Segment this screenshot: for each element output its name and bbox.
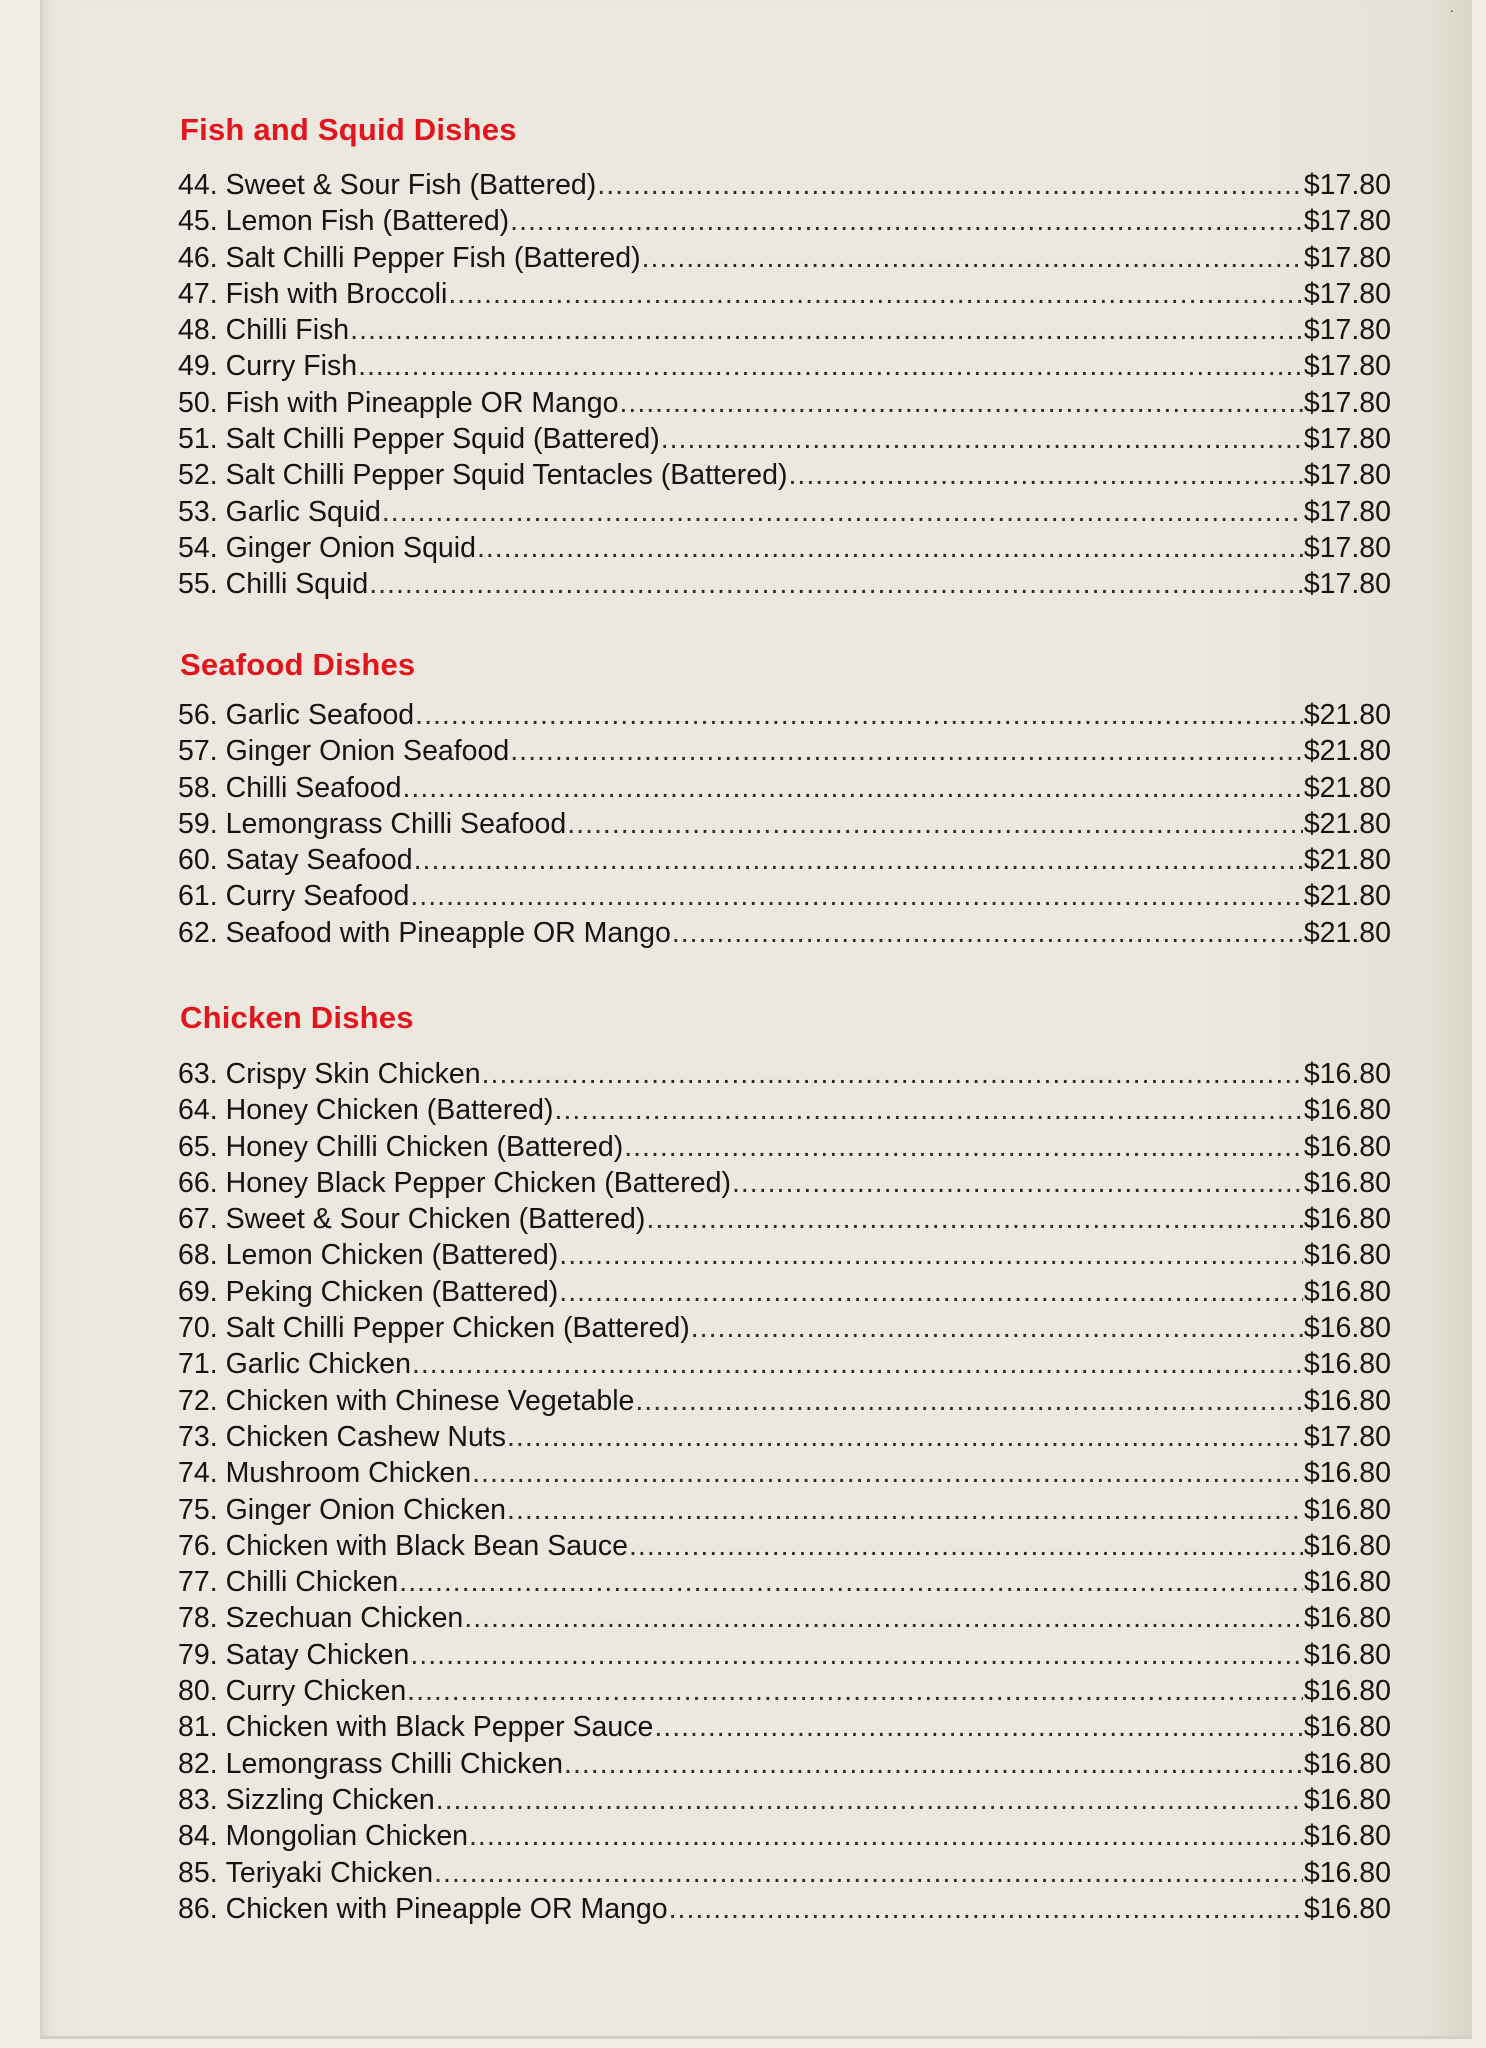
item-name: Lemongrass Chilli Chicken [225,1747,564,1780]
menu-list [178,699,1391,953]
menu-item [178,423,1391,459]
menu-item [178,1457,1391,1493]
dot-leader [597,169,1303,202]
item-name: Chilli Fish [225,314,350,347]
menu-item [178,1348,1391,1384]
item-price: $16.80 [1303,1493,1391,1526]
dot-leader [414,844,1303,877]
item-number: 75. [178,1493,218,1526]
section-title: Seafood Dishes [180,647,416,682]
dot-leader [448,278,1302,311]
item-number: 59. [178,807,218,840]
menu-item [178,1312,1391,1348]
item-number: 49. [178,350,218,383]
item-number: 68. [178,1239,218,1272]
item-number: 78. [178,1602,218,1635]
item-name: Chicken with Chinese Vegetable [225,1384,635,1417]
item-name: Ginger Onion Chicken [225,1493,507,1526]
item-price: $21.80 [1303,844,1391,877]
menu-item [178,1167,1391,1203]
item-name: Garlic Chicken [225,1348,411,1381]
item-price: $17.80 [1303,241,1391,274]
item-price: $17.80 [1303,423,1391,456]
item-price: $16.80 [1303,1457,1391,1490]
dot-leader [559,1276,1303,1309]
item-number: 73. [178,1420,218,1453]
item-price: $21.80 [1303,699,1391,731]
dot-leader [382,496,1303,529]
item-number: 57. [178,735,218,768]
item-name: Curry Chicken [225,1675,407,1708]
item-price: $17.80 [1303,568,1391,601]
item-name: Crispy Skin Chicken [225,1058,481,1090]
item-price: $21.80 [1303,771,1391,804]
dot-leader [412,1348,1303,1381]
item-number: 81. [178,1711,218,1744]
item-price: $16.80 [1303,1638,1391,1671]
item-name: Salt Chilli Pepper Squid Tentacles (Battered) [225,459,788,492]
dot-leader [559,1239,1303,1272]
item-price: $16.80 [1303,1094,1391,1127]
dot-leader [672,917,1303,950]
item-price: $16.80 [1303,1566,1391,1599]
item-name: Chilli Seafood [225,771,402,804]
menu-item [178,808,1391,844]
item-name: Lemon Fish (Battered) [225,205,510,238]
item-name: Satay Seafood [225,844,413,877]
dot-leader [469,1820,1303,1853]
item-number: 53. [178,495,218,528]
item-price: $21.80 [1303,807,1391,840]
item-name: Curry Seafood [225,880,410,913]
item-number: 55. [178,568,218,601]
item-number: 74. [178,1457,218,1490]
item-name: Sizzling Chicken [225,1783,435,1816]
menu-item [178,1675,1391,1711]
menu-item [178,314,1391,350]
dot-leader [464,1602,1303,1635]
item-name: Salt Chilli Pepper Fish (Battered) [225,241,641,274]
dot-leader [788,459,1302,492]
menu-item [178,496,1391,532]
item-name: Lemongrass Chilli Seafood [225,807,567,840]
menu-item [178,1602,1391,1638]
item-name: Mushroom Chicken [225,1457,472,1490]
item-number: 61. [178,880,218,913]
menu-item [178,917,1391,953]
item-number: 86. [178,1892,218,1925]
menu-item [178,1566,1391,1602]
item-number: 58. [178,771,218,804]
menu-item [178,1711,1391,1747]
item-number: 62. [178,916,218,949]
item-name: Satay Chicken [225,1638,410,1671]
menu-item [178,1203,1391,1239]
item-name: Teriyaki Chicken [225,1856,434,1889]
item-name: Chicken with Black Bean Sauce [225,1529,629,1562]
menu-item [178,459,1391,495]
item-number: 79. [178,1638,218,1671]
item-name: Ginger Onion Squid [225,531,476,564]
item-number: 67. [178,1203,218,1236]
item-price: $16.80 [1303,1602,1391,1635]
item-number: 47. [178,277,218,310]
item-price: $16.80 [1303,1892,1391,1925]
item-number: 45. [178,205,218,238]
menu-item [178,1276,1391,1312]
dot-leader [669,1893,1303,1926]
item-number: 69. [178,1275,218,1308]
item-price: $16.80 [1303,1529,1391,1562]
menu-item [178,1639,1391,1675]
menu-item [178,1239,1391,1275]
dot-leader [369,568,1303,601]
dot-leader [624,1131,1303,1164]
menu-item [178,532,1391,568]
item-name: Honey Black Pepper Chicken (Battered) [225,1166,731,1199]
item-price: $16.80 [1303,1747,1391,1780]
menu-list [178,1058,1391,1929]
item-name: Curry Fish [225,350,358,383]
menu-list [178,169,1391,605]
dot-leader [635,1385,1302,1418]
item-name: Fish with Broccoli [225,277,448,310]
menu-item [178,1784,1391,1820]
item-name: Chicken with Pineapple OR Mango [225,1892,668,1925]
dot-leader [472,1457,1303,1490]
item-number: 84. [178,1820,218,1853]
item-number: 72. [178,1384,218,1417]
dot-leader [732,1167,1303,1200]
dot-leader [510,205,1303,238]
menu-item [178,169,1391,205]
menu-item [178,568,1391,604]
item-price: $17.80 [1303,459,1391,492]
item-number: 52. [178,459,218,492]
dot-leader [350,314,1303,347]
menu-item [178,1748,1391,1784]
item-price: $21.80 [1303,916,1391,949]
menu-page [40,0,1472,2039]
item-name: Mongolian Chicken [225,1820,469,1853]
dot-leader [399,1566,1303,1599]
item-number: 54. [178,531,218,564]
dot-leader [661,423,1303,456]
item-price: $16.80 [1303,1820,1391,1853]
dot-leader [477,532,1303,565]
item-number: 60. [178,844,218,877]
dot-leader [555,1094,1303,1127]
corner-mark: · [1449,2,1454,18]
dot-leader [507,1421,1303,1454]
item-price: $17.80 [1303,169,1391,201]
item-price: $16.80 [1303,1675,1391,1708]
item-name: Chicken Cashew Nuts [225,1420,506,1453]
menu-item [178,1530,1391,1566]
item-price: $17.80 [1303,314,1391,347]
item-price: $17.80 [1303,277,1391,310]
item-price: $17.80 [1303,1420,1391,1453]
item-price: $16.80 [1303,1058,1391,1090]
menu-item [178,1820,1391,1856]
dot-leader [415,699,1303,732]
menu-item [178,278,1391,314]
item-price: $16.80 [1303,1239,1391,1272]
item-price: $17.80 [1303,386,1391,419]
menu-item [178,242,1391,278]
item-name: Garlic Seafood [225,699,415,731]
item-name: Szechuan Chicken [225,1602,464,1635]
item-number: 85. [178,1856,218,1889]
menu-item [178,880,1391,916]
menu-item [178,699,1391,735]
item-number: 46. [178,241,218,274]
item-name: Honey Chicken (Battered) [225,1094,554,1127]
item-price: $16.80 [1303,1312,1391,1345]
item-price: $16.80 [1303,1203,1391,1236]
item-price: $17.80 [1303,205,1391,238]
item-price: $16.80 [1303,1275,1391,1308]
item-name: Seafood with Pineapple OR Mango [225,916,671,949]
item-number: 64. [178,1094,218,1127]
item-number: 83. [178,1783,218,1816]
item-price: $16.80 [1303,1166,1391,1199]
item-name: Garlic Squid [225,495,381,528]
dot-leader [691,1312,1303,1345]
item-price: $21.80 [1303,735,1391,768]
item-price: $16.80 [1303,1348,1391,1381]
item-number: 48. [178,314,218,347]
menu-item [178,1857,1391,1893]
item-price: $16.80 [1303,1384,1391,1417]
item-number: 82. [178,1747,218,1780]
dot-leader [620,387,1303,420]
menu-item [178,1421,1391,1457]
item-number: 44. [178,169,218,201]
item-number: 80. [178,1675,218,1708]
item-number: 66. [178,1166,218,1199]
menu-item [178,735,1391,771]
dot-leader [434,1857,1303,1890]
dot-leader [358,350,1303,383]
dot-leader [654,1711,1302,1744]
item-name: Lemon Chicken (Battered) [225,1239,559,1272]
item-name: Sweet & Sour Chicken (Battered) [225,1203,646,1236]
menu-item [178,205,1391,241]
item-price: $17.80 [1303,350,1391,383]
dot-leader [646,1203,1302,1236]
item-number: 70. [178,1312,218,1345]
item-name: Salt Chilli Pepper Chicken (Battered) [225,1312,690,1345]
item-number: 71. [178,1348,218,1381]
section-title: Fish and Squid Dishes [180,112,517,147]
item-number: 63. [178,1058,218,1090]
item-number: 50. [178,386,218,419]
item-name: Chilli Squid [225,568,369,601]
dot-leader [410,880,1302,913]
item-price: $16.80 [1303,1856,1391,1889]
dot-leader [507,1494,1303,1527]
dot-leader [567,808,1303,841]
dot-leader [482,1058,1303,1091]
item-number: 65. [178,1130,218,1163]
item-name: Peking Chicken (Battered) [225,1275,559,1308]
item-name: Sweet & Sour Fish (Battered) [225,169,597,201]
menu-item [178,1893,1391,1929]
item-price: $21.80 [1303,880,1391,913]
menu-item [178,772,1391,808]
item-number: 51. [178,423,218,456]
item-price: $16.80 [1303,1783,1391,1816]
item-price: $17.80 [1303,495,1391,528]
item-name: Honey Chilli Chicken (Battered) [225,1130,624,1163]
menu-item [178,1131,1391,1167]
menu-item [178,1385,1391,1421]
dot-leader [410,1639,1302,1672]
dot-leader [402,772,1302,805]
dot-leader [436,1784,1303,1817]
menu-item [178,387,1391,423]
menu-item [178,350,1391,386]
item-number: 77. [178,1566,218,1599]
item-number: 56. [178,699,218,731]
item-name: Ginger Onion Seafood [225,735,510,768]
item-name: Salt Chilli Pepper Squid (Battered) [225,423,660,456]
dot-leader [510,735,1303,768]
item-name: Fish with Pineapple OR Mango [225,386,619,419]
menu-item [178,844,1391,880]
item-name: Chicken with Black Pepper Sauce [225,1711,654,1744]
dot-leader [407,1675,1303,1708]
dot-leader [642,242,1303,275]
menu-item [178,1058,1391,1094]
item-price: $16.80 [1303,1130,1391,1163]
section-title: Chicken Dishes [180,1000,414,1035]
menu-item [178,1094,1391,1130]
item-name: Chilli Chicken [225,1566,399,1599]
item-price: $17.80 [1303,531,1391,564]
item-number: 76. [178,1529,218,1562]
dot-leader [629,1530,1303,1563]
dot-leader [564,1748,1303,1781]
item-price: $16.80 [1303,1711,1391,1744]
menu-item [178,1494,1391,1530]
